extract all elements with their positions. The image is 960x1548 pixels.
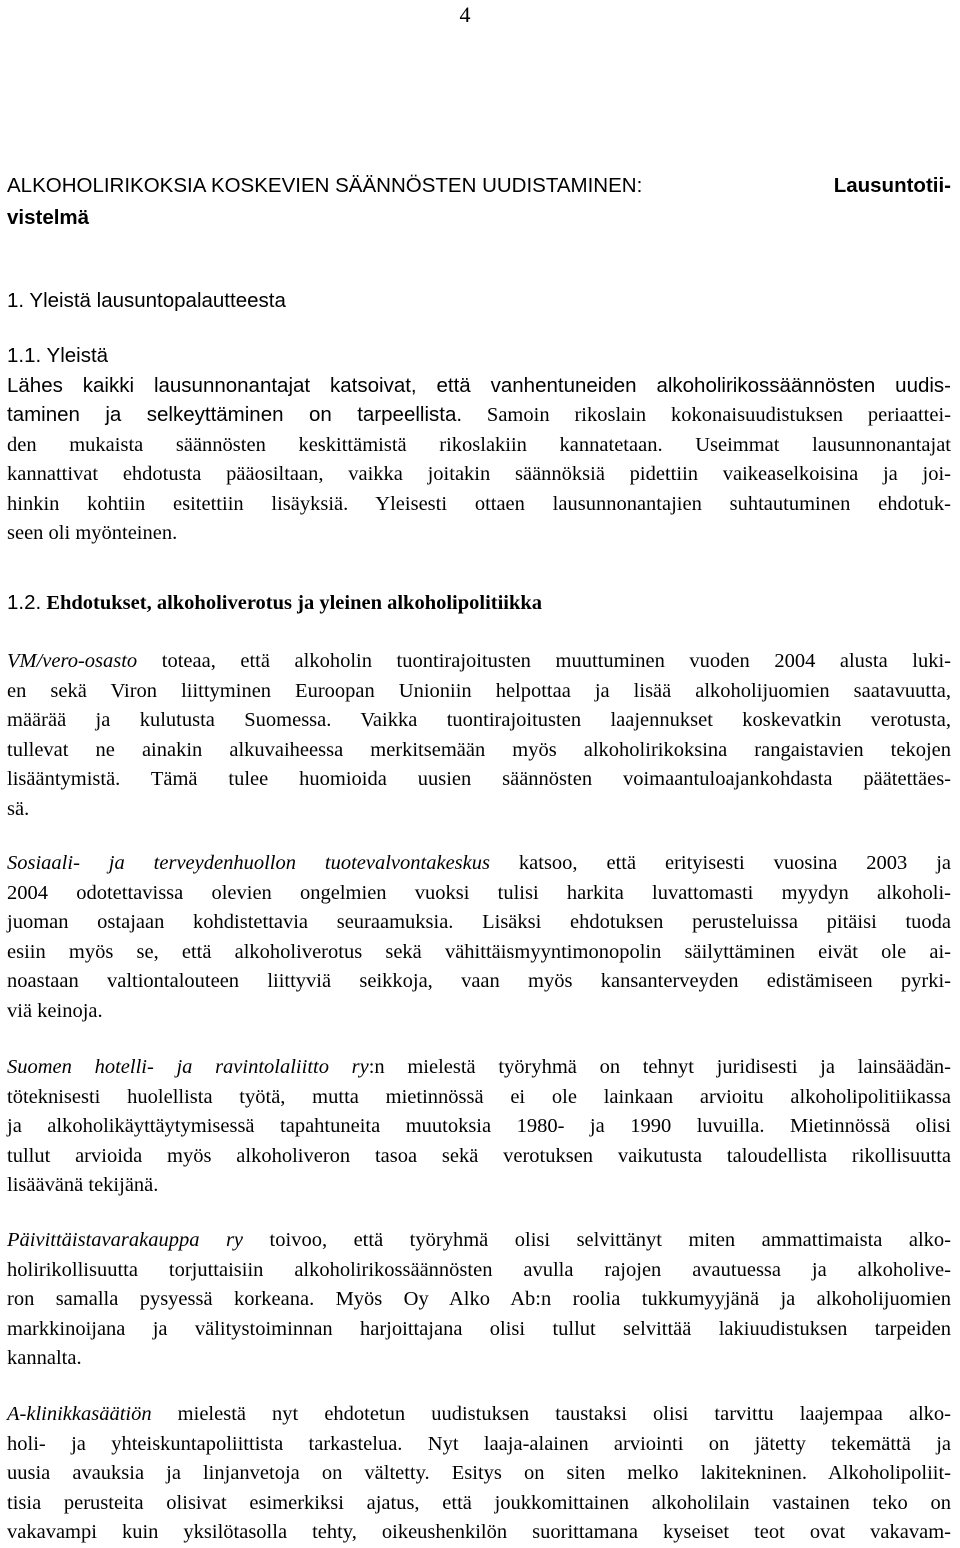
text-segment: Myös Oy Alko Ab:n roolia tukkumyyjänä ja alkoholijuomien xyxy=(314,1288,951,1310)
text-line: tullut arvioida myös alkoholiveron tasoa sekä verotuksen vaikutusta taloudellista rikollisuutta xyxy=(7,1144,951,1167)
organization-name: Suomen hotelli- ja ravintolaliitto ry xyxy=(7,1056,369,1078)
text-segment: taminen ja selkeyttäminen on tarpeellista. xyxy=(7,403,463,426)
organization-name: VM/vero-osasto xyxy=(7,650,138,672)
text-segment: Samoin rikoslain kokonaisuudistuksen periaattei- xyxy=(462,404,951,426)
text-segment: ron samalla pysyessä korkeana. xyxy=(7,1288,315,1310)
text-segment: Vaikka tuontirajoitusten laajennukset koskevatkin verotusta, xyxy=(331,709,951,731)
organization-suffix: :n xyxy=(368,1056,385,1078)
text-segment: mielestä työryhmä on tehnyt juridisesti ja lainsäädän- xyxy=(384,1056,951,1078)
text-segment: mielestä nyt ehdotetun uudistuksen taustaksi olisi tarvittu laajempaa alko- xyxy=(151,1403,951,1425)
text-segment: Useimmat lausunnonantajat xyxy=(662,433,952,456)
text-line xyxy=(7,1053,951,1083)
text-line xyxy=(7,1400,951,1430)
text-segment: Lisäksi ehdotuksen perusteluissa pitäisi tuoda xyxy=(453,911,951,933)
section-1-1 xyxy=(7,341,951,549)
section-1-2-title-line xyxy=(7,588,951,619)
section-1-2-heading xyxy=(7,588,951,619)
text-line: kannattivat ehdotusta pääosiltaan, vaikka joitakin säännöksiä pidettiin vaikeaselkoisina ja joi- xyxy=(7,463,951,485)
section-1-2-title: Ehdotukset, alkoholiverotus ja yleinen alkoholipolitiikka xyxy=(46,592,543,614)
organization-name: Sosiaali- ja terveydenhuollon tuotevalvontakeskus xyxy=(7,852,490,874)
statement-pty xyxy=(7,1226,951,1374)
title-bold-part-2: vistelmä xyxy=(7,206,90,229)
text-line: Lähes kaikki lausunnonantajat katsoivat, että vanhentuneiden alkoholirikossäännösten uudis- xyxy=(7,373,951,397)
text-segment: ja alkoholikäyttäytymisessä tapahtuneita muutoksia 1980- ja 1990 luvuilla. xyxy=(7,1115,765,1137)
text-line: tisia perusteita olisivat esimerkiksi ajatus, että joukkomittainen alkoholilain vastainen teko on xyxy=(7,1491,951,1514)
page-number: 4 xyxy=(459,2,471,27)
text-line: en sekä Viron liittyminen Euroopan Unioniin helpottaa ja lisää alkoholijuomien saatavuutta, xyxy=(7,679,951,702)
text-segment: lisääntymistä. xyxy=(7,768,121,790)
organization-name: A-klinikkasäätiön xyxy=(7,1403,152,1425)
statement-shr xyxy=(7,1053,951,1201)
text-line xyxy=(7,431,951,461)
text-segment: Alkoholipoliit- xyxy=(807,1462,951,1484)
text-segment: Tämä tulee huomioida uusien säännösten voimaantuloajankohdasta päätettäes- xyxy=(120,768,951,790)
text-segment: uusia avauksia ja linjanvetoja on vältetty. xyxy=(7,1462,430,1484)
text-segment: Mietinnössä olisi xyxy=(764,1115,951,1137)
text-line xyxy=(7,400,951,431)
text-line: viä keinoja. xyxy=(7,999,103,1022)
text-line: seen oli myönteinen. xyxy=(7,522,178,544)
text-line: töteknisesti huolellista työtä, mutta mietinnössä ei ole lainkaan arvioitu alkoholipolitiikassa xyxy=(7,1085,951,1108)
organization-name: Päivittäistavarakauppa ry xyxy=(7,1229,244,1251)
section-heading-1: 1. Yleistä lausuntopalautteesta xyxy=(7,289,286,312)
text-line xyxy=(7,765,951,795)
text-line: esiin myös se, että alkoholiverotus sekä vähittäismyyntimonopolin säilyttäminen eivät ole ai- xyxy=(7,940,951,963)
text-line: sä. xyxy=(7,797,30,820)
text-segment: Esitys on siten melko lakitekninen. xyxy=(429,1462,808,1484)
statement-a-klinikkasaatio xyxy=(7,1400,951,1548)
section-1-1-title: 1.1. Yleistä xyxy=(7,344,109,367)
document-title xyxy=(7,170,951,234)
text-line: kannalta. xyxy=(7,1347,82,1369)
text-line xyxy=(7,1430,951,1460)
text-segment: Yleisesti ottaen lausunnonantajien suhtautuminen ehdotuk- xyxy=(348,492,951,515)
text-segment: hinkin kohtiin esitettiin lisäyksiä. xyxy=(7,492,349,515)
text-line xyxy=(7,706,951,736)
text-line: markkinoijana ja välitystoiminnan harjoittajana olisi tullut selvittää lakiuudistuksen tarpeiden xyxy=(7,1317,951,1340)
text-line xyxy=(7,1112,951,1142)
text-line xyxy=(7,1226,951,1256)
text-line: tullevat ne ainakin alkuvaiheessa merkitsemään myös alkoholirikoksina rangaistavien tekojen xyxy=(7,738,951,761)
text-line: vakavampi kuin yksilötasolla tehty, oikeushenkilön suorittamana kyseiset teot ovat vakavam- xyxy=(7,1521,951,1543)
text-segment: holi- ja yhteiskuntapoliittista tarkastelua. xyxy=(7,1432,403,1455)
statement-sttv xyxy=(7,849,951,1026)
section-1-2-number: 1.2. xyxy=(7,591,42,614)
text-line xyxy=(7,1285,951,1315)
text-line: 2004 odotettavissa olevien ongelmien vuoksi tulisi harkita luvattomasti myydyn alkoholi- xyxy=(7,881,951,904)
text-line xyxy=(7,647,951,677)
text-segment: toivoo, että työryhmä olisi selvittänyt miten ammattimaista alko- xyxy=(243,1229,952,1251)
text-line: noastaan valtiontalouteen liittyviä seikkoja, vaan myös kansanterveyden edistämiseen pyrki- xyxy=(7,970,951,992)
text-line xyxy=(7,849,951,879)
text-line xyxy=(7,490,951,520)
text-segment: juoman ostajaan kohdistettavia seuraamuksia. xyxy=(7,911,454,933)
title-bold-part-1: Lausuntotii- xyxy=(833,174,951,197)
statement-vm-vero-osasto xyxy=(7,647,951,824)
text-segment: toteaa, että alkoholin tuontirajoitusten muuttuminen vuoden 2004 alusta luki- xyxy=(137,650,951,672)
text-segment: Nyt laaja-alainen arviointi on jätetty tekemättä ja xyxy=(402,1432,951,1455)
text-segment: den mukaista säännösten keskittämistä rikoslakiin kannatetaan. xyxy=(7,433,663,456)
text-line: holirikollisuutta torjuttaisiin alkoholirikossäännösten avulla rajojen avautuessa ja alkoholive- xyxy=(7,1258,951,1281)
text-line xyxy=(7,908,951,938)
text-line xyxy=(7,1459,951,1489)
text-segment: katsoo, että erityisesti vuosina 2003 ja xyxy=(489,852,951,874)
text-segment: määrää ja kulutusta Suomessa. xyxy=(7,709,332,731)
title-main: ALKOHOLIRIKOKSIA KOSKEVIEN SÄÄNNÖSTEN UUDISTAMINEN: xyxy=(7,174,643,197)
text-line: lisäävänä tekijänä. xyxy=(7,1174,159,1196)
